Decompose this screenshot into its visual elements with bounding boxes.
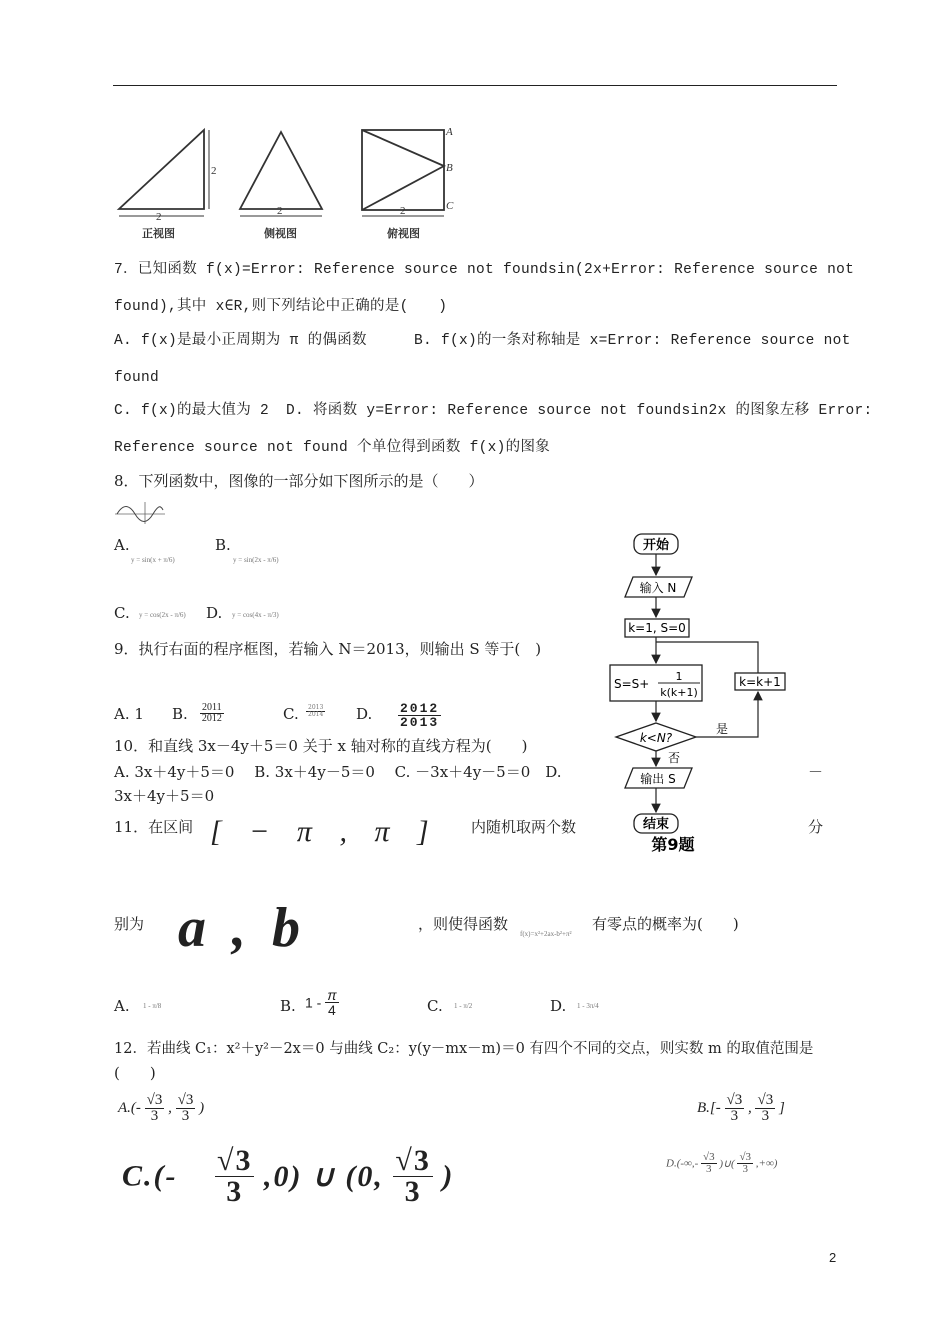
q11-b-fraction bbox=[325, 988, 338, 1017]
fc-end-label: 结束 bbox=[642, 817, 670, 832]
q8-option-a: A. bbox=[114, 536, 130, 554]
q11-value-a: 1 - π/8 bbox=[143, 1002, 162, 1010]
q9-option-c: C. bbox=[283, 705, 299, 723]
front-view-width: 2 bbox=[156, 211, 162, 223]
q9-b-denominator: 2012 bbox=[201, 713, 222, 724]
front-view-label: 正视图 bbox=[142, 227, 175, 240]
q11-zero: 有零点的概率为( ) bbox=[592, 915, 739, 933]
label-c: C bbox=[446, 200, 454, 212]
q7-line1: 7．已知函数 f(x)=Error: Reference source not foundsin(2x+Error: Reference source not bbox=[114, 262, 855, 278]
q12-a-prefix: A.(- bbox=[118, 1100, 141, 1116]
q12-a-sqrt1: √3 bbox=[146, 1092, 163, 1108]
q10-option-d-dash: － bbox=[808, 763, 824, 781]
page-number: 2 bbox=[829, 1250, 837, 1265]
q11-value-d: 1 - 3π/4 bbox=[577, 1002, 599, 1010]
q11-value-c: 1 - π/2 bbox=[454, 1002, 473, 1010]
q12-c-three1: 3 bbox=[226, 1175, 244, 1208]
q12-option-c: C.(- $\frac{√3}{3}$ ,0) ∪ (0, $\frac{√3}{3}$ ) bbox=[122, 1144, 455, 1208]
front-view-height: 2 bbox=[211, 165, 217, 177]
fc-increment-label: k=k+1 bbox=[739, 675, 781, 689]
q12-c-frac2 bbox=[393, 1146, 432, 1207]
q11-mid: 内随机取两个数 bbox=[471, 818, 577, 836]
q9-d-denominator: 2013 bbox=[400, 715, 440, 730]
q11-option-a: A. bbox=[114, 997, 130, 1015]
q12-a-three2: 3 bbox=[181, 1108, 190, 1124]
header-rule bbox=[113, 85, 837, 86]
q12-c-prefix: C.(- bbox=[122, 1159, 178, 1193]
fc-condition-label: k<N? bbox=[639, 731, 673, 745]
q9-fraction-d bbox=[398, 702, 441, 729]
q9-c-denominator: 2014 bbox=[308, 711, 324, 718]
label-b: B bbox=[446, 162, 453, 174]
q12-d-sqrt2: √3 bbox=[739, 1151, 752, 1163]
q12-d-three1: 3 bbox=[706, 1163, 712, 1175]
q9-fraction-b bbox=[200, 703, 224, 724]
q12-a-three1: 3 bbox=[150, 1108, 159, 1124]
fc-no-label: 否 bbox=[668, 751, 681, 765]
q11-bie: 别为 bbox=[114, 915, 145, 933]
flowchart bbox=[600, 530, 800, 860]
q9-d-numerator: 2012 bbox=[400, 701, 440, 716]
q12-b-frac2 bbox=[755, 1093, 775, 1124]
fc-input-label: 输入 N bbox=[639, 581, 677, 595]
q8-stem: 8．下列函数中，图像的一部分如下图所示的是（ ） bbox=[114, 472, 484, 490]
q8-option-c: C. bbox=[114, 604, 130, 622]
q12-option-d: D.(-∞,- $\frac{√3}{3}$ )∪( $\frac{√3}{3}$ ,+∞) bbox=[666, 1151, 778, 1175]
fc-output-label: 输出 S bbox=[640, 772, 676, 786]
q12-stem: 12．若曲线 C₁：x²＋y²－2x＝0 与曲线 C₂：y(y－mx－m)＝0 有四个不同的交点，则实数 m 的取值范围是 bbox=[114, 1041, 814, 1057]
side-view-label: 侧视图 bbox=[264, 227, 297, 240]
q12-b-frac1 bbox=[725, 1093, 745, 1124]
q12-d-sqrt1: √3 bbox=[703, 1151, 715, 1163]
q12-a-sqrt2: √3 bbox=[177, 1092, 194, 1108]
q10-stem: 10．和直线 3x－4y＋5＝0 关于 x 轴对称的直线方程为( ) bbox=[114, 737, 528, 755]
q11-interval: [ − π , π ] bbox=[210, 815, 439, 848]
q10-options: A. 3x＋4y＋5＝0 B. 3x＋4y－5＝0 C. －3x＋4y－5＝0 D. bbox=[114, 763, 562, 781]
q9-c-numerator: 2013 bbox=[308, 704, 324, 711]
top-view-width: 2 bbox=[400, 205, 406, 217]
q12-option-b: B.[- $\frac{√3}{3}$ , $\frac{√3}{3}$ ] bbox=[697, 1092, 785, 1124]
q9-option-a: A. 1 bbox=[114, 705, 144, 723]
q11-value-b bbox=[305, 988, 339, 1017]
q12-b-sqrt1: √3 bbox=[726, 1092, 743, 1108]
q12-d-prefix: D.(-∞,- bbox=[666, 1157, 699, 1170]
q11-b-one: 1 - bbox=[305, 994, 322, 1011]
q11-option-c: C. bbox=[427, 997, 443, 1015]
fc-start-label: 开始 bbox=[642, 538, 670, 553]
q12-a-frac1 bbox=[145, 1093, 165, 1124]
q11-b-numerator: π bbox=[327, 987, 337, 1003]
q9-stem: 9．执行右面的程序框图，若输入 N＝2013，则输出 S 等于( ) bbox=[114, 640, 542, 658]
q8-formula-a: y = sin(x + π/6) bbox=[131, 556, 175, 564]
q7-option-d: D. 将函数 y=Error: Reference source not foundsin2x 的图象左移 Error: bbox=[286, 403, 873, 419]
q11-ab: a , b bbox=[178, 897, 306, 959]
q9-option-b: B. bbox=[172, 705, 188, 723]
q8-option-d: D. bbox=[206, 604, 223, 622]
front-view-triangle bbox=[119, 130, 204, 209]
side-view-triangle bbox=[240, 132, 322, 209]
three-views-figure bbox=[112, 122, 462, 244]
q12-c-frac1 bbox=[215, 1146, 254, 1207]
q11-stem: 11．在区间 bbox=[114, 818, 194, 836]
q12-d-three2: 3 bbox=[742, 1163, 748, 1175]
fc-update-s: S=S+ bbox=[614, 677, 650, 691]
q12-b-sqrt2: √3 bbox=[757, 1092, 774, 1108]
q12-c-three2: 3 bbox=[404, 1175, 422, 1208]
fc-caption: 第9题 bbox=[651, 835, 695, 854]
q7-option-c: C. f(x)的最大值为 2 bbox=[114, 403, 270, 419]
q12-b-prefix: B.[- bbox=[697, 1100, 721, 1116]
q11-b-denominator: 4 bbox=[328, 1002, 336, 1018]
top-view-label: 俯视图 bbox=[387, 227, 420, 240]
q12-option-a: A.(- $\frac{√3}{3}$ , $\frac{√3}{3}$ ) bbox=[118, 1092, 205, 1124]
q12-c-sqrt1: √3 bbox=[217, 1144, 253, 1177]
q11-fen: 分 bbox=[808, 818, 824, 836]
label-a: A bbox=[446, 126, 453, 138]
q7-option-a: A. f(x)是最小正周期为 π 的偶函数 bbox=[114, 333, 367, 349]
q12-c-sqrt2: √3 bbox=[395, 1144, 431, 1177]
q12-d-frac1 bbox=[701, 1152, 717, 1175]
q8-graph-thumbnail bbox=[115, 502, 165, 524]
q8-formula-b: y = sin(2x - π/6) bbox=[233, 556, 279, 564]
q10-option-d-cont: 3x＋4y＋5＝0 bbox=[114, 787, 215, 805]
q9-b-numerator: 2011 bbox=[202, 702, 222, 713]
q12-a-frac2 bbox=[176, 1093, 196, 1124]
fc-update-one: 1 bbox=[675, 670, 683, 683]
q12-b-three1: 3 bbox=[730, 1108, 739, 1124]
q8-formula-c: y = cos(2x - π/6) bbox=[139, 611, 186, 619]
q8-option-b: B. bbox=[215, 536, 231, 554]
q7-option-b-cont: found bbox=[114, 370, 160, 386]
q7-line2: found),其中 x∈R,则下列结论中正确的是( ) bbox=[114, 299, 448, 315]
q11-option-d: D. bbox=[550, 997, 567, 1015]
q12-d-frac2 bbox=[737, 1152, 753, 1175]
q7-option-b: B. f(x)的一条对称轴是 x=Error: Reference source not bbox=[414, 333, 851, 349]
q8-formula-d: y = cos(4x - π/3) bbox=[232, 611, 279, 619]
fc-yes-label: 是 bbox=[716, 722, 729, 736]
q12-b-three2: 3 bbox=[761, 1108, 770, 1124]
q11-option-b: B. bbox=[280, 997, 296, 1015]
fc-update-denominator: k(k+1) bbox=[660, 686, 698, 699]
top-view-square bbox=[362, 130, 444, 210]
q11-function: f(x)=x²+2ax-b²+π² bbox=[520, 930, 572, 938]
q7-option-d-cont: Reference source not found 个单位得到函数 f(x)的图象 bbox=[114, 440, 551, 456]
q12-paren: ( ) bbox=[114, 1064, 156, 1082]
q9-option-d: D. bbox=[356, 705, 373, 723]
side-view-width: 2 bbox=[277, 205, 283, 217]
q9-fraction-c bbox=[306, 705, 325, 718]
q11-then: ，则使得函数 bbox=[418, 915, 509, 933]
fc-init-label: k=1, S=0 bbox=[628, 621, 686, 635]
